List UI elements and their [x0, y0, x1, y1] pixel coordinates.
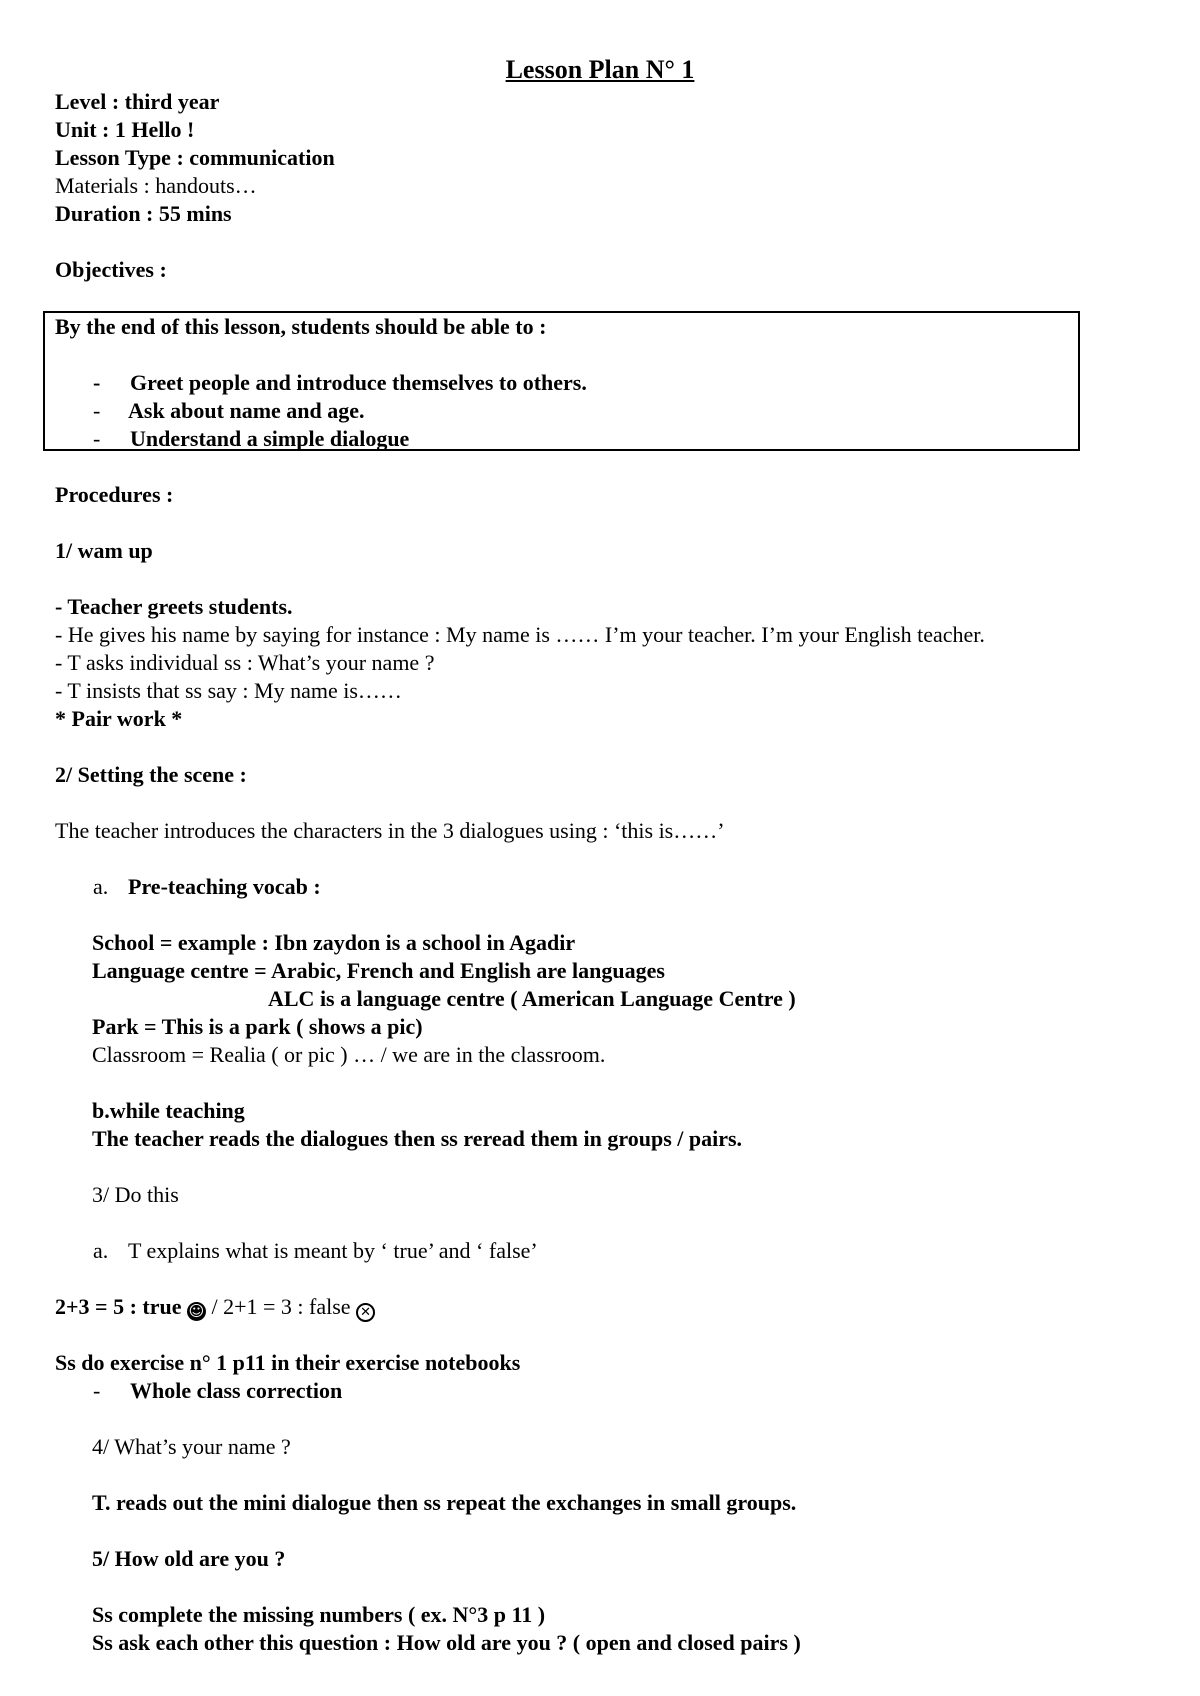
info-level: Level : third year [55, 89, 220, 114]
objective-item: Ask about name and age. [128, 398, 365, 423]
vocab-line: School = example : Ibn zaydon is a school in Agadir [92, 930, 576, 955]
warm-up-line: - Teacher greets students. [55, 594, 293, 619]
while-teaching-heading: b.while teaching [92, 1098, 245, 1123]
warm-up-line: - He gives his name by saying for instance : My name is …… I’m your teacher. I’m your English teacher. [55, 622, 985, 647]
vocab-line: ALC is a language centre ( American Language Centre ) [268, 986, 796, 1011]
whats-your-name-heading: 4/ What’s your name ? [92, 1434, 291, 1459]
smiley-icon: ☺ [188, 1302, 205, 1320]
info-lesson-type: Lesson Type : communication [55, 145, 335, 170]
true-false-example [55, 1294, 375, 1322]
correction-line: Whole class correction [130, 1378, 343, 1403]
do-this-heading: 3/ Do this [92, 1182, 179, 1207]
how-old-heading: 5/ How old are you ? [92, 1546, 286, 1571]
do-this-line: T explains what is meant by ‘ true’ and ‘ false’ [128, 1238, 538, 1263]
info-unit: Unit : 1 Hello ! [55, 117, 195, 142]
info-materials: Materials : handouts… [55, 173, 257, 198]
exercise-line: Ss do exercise n° 1 p11 in their exercise notebooks [55, 1350, 521, 1375]
list-label: a. [93, 874, 109, 899]
objective-item: Greet people and introduce themselves to others. [130, 370, 587, 395]
how-old-line: Ss complete the missing numbers ( ex. N°3 p 11 ) [92, 1602, 546, 1627]
objective-item: Understand a simple dialogue [130, 426, 410, 451]
warm-up-line: * Pair work * [55, 706, 183, 731]
example-true: 2+3 = 5 : true [55, 1294, 187, 1319]
page-title: Lesson Plan N° 1 [505, 55, 695, 84]
cross-icon: ✕ [356, 1303, 375, 1322]
pre-teaching-heading: Pre-teaching vocab : [128, 874, 321, 899]
bullet-dash: - [93, 398, 101, 423]
vocab-line: Classroom = Realia ( or pic ) … / we are in the classroom. [92, 1042, 606, 1067]
vocab-line: Language centre = Arabic, French and English are languages [92, 958, 665, 983]
warm-up-line: - T insists that ss say : My name is…… [55, 678, 402, 703]
procedures-heading: Procedures : [55, 482, 174, 507]
example-false: / 2+1 = 3 : false [206, 1294, 357, 1319]
vocab-line: Park = This is a park ( shows a pic) [92, 1014, 423, 1039]
setting-scene-intro: The teacher introduces the characters in the 3 dialogues using : ‘this is……’ [55, 818, 725, 843]
info-duration: Duration : 55 mins [55, 201, 232, 226]
setting-scene-heading: 2/ Setting the scene : [55, 762, 247, 787]
bullet-dash: - [93, 1378, 101, 1403]
bullet-dash: - [93, 370, 101, 395]
bullet-dash: - [93, 426, 101, 451]
objectives-intro: By the end of this lesson, students should be able to : [55, 314, 547, 339]
objectives-heading: Objectives : [55, 257, 167, 282]
how-old-line: Ss ask each other this question : How old are you ? ( open and closed pairs ) [92, 1630, 801, 1655]
warm-up-heading: 1/ wam up [55, 538, 153, 563]
whats-your-name-line: T. reads out the mini dialogue then ss repeat the exchanges in small groups. [92, 1490, 797, 1515]
while-teaching-line: The teacher reads the dialogues then ss reread them in groups / pairs. [92, 1126, 743, 1151]
warm-up-line: - T asks individual ss : What’s your name ? [55, 650, 435, 675]
list-label: a. [93, 1238, 109, 1263]
